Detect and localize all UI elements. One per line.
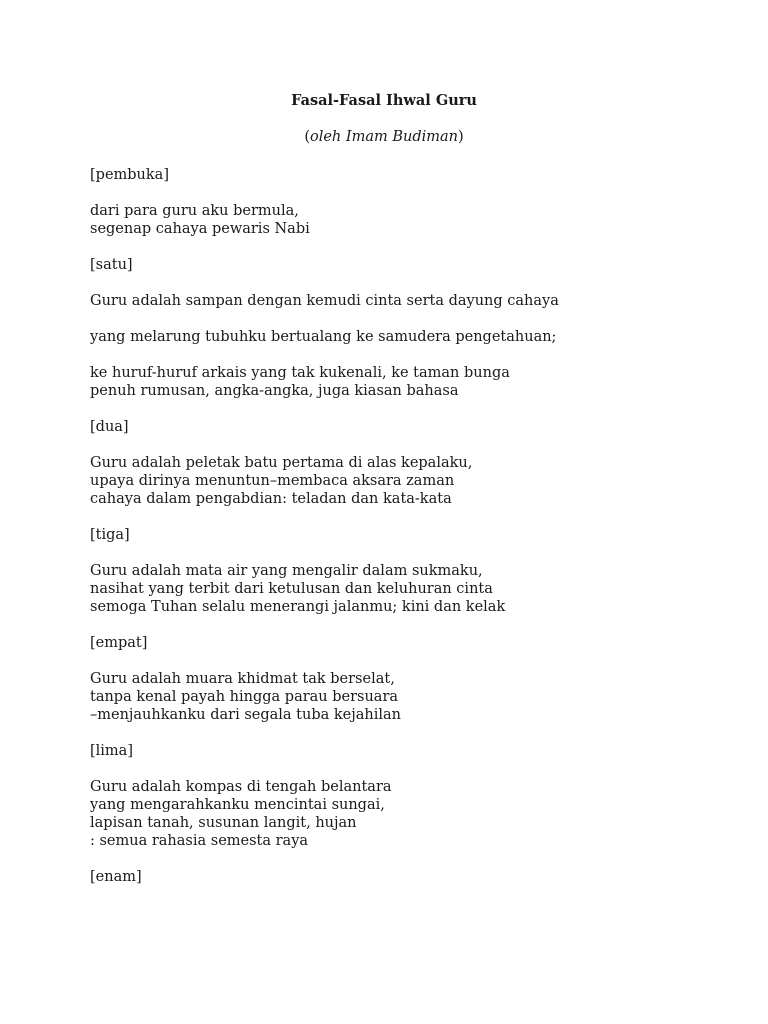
poem-line: Guru adalah mata air yang mengalir dalam sukmaku, xyxy=(90,563,483,579)
poem-line: dari para guru aku bermula, xyxy=(90,203,299,219)
section-heading: [lima] xyxy=(90,743,133,759)
poem-line: –menjauhkanku dari segala tuba kejahilan xyxy=(90,707,401,723)
section-heading: [dua] xyxy=(90,419,129,435)
poem-line: yang mengarahkanku mencintai sungai, xyxy=(90,797,385,813)
poem-line: segenap cahaya pewaris Nabi xyxy=(90,221,310,237)
poem-line: ke huruf-huruf arkais yang tak kukenali, ke taman bunga xyxy=(90,365,510,381)
poem-line: yang melarung tubuhku bertualang ke samudera pengetahuan; xyxy=(90,329,557,345)
poem-stanza xyxy=(90,670,730,724)
poem-line: Guru adalah muara khidmat tak berselat, xyxy=(90,671,395,687)
poem-stanza xyxy=(90,328,730,346)
poem-line: upaya dirinya menuntun–membaca aksara zaman xyxy=(90,473,455,489)
poem-line: lapisan tanah, susunan langit, hujan xyxy=(90,815,357,831)
section-heading: [tiga] xyxy=(90,527,130,543)
poem-line: cahaya dalam pengabdian: teladan dan kata-kata xyxy=(90,491,452,507)
poem-line: semoga Tuhan selalu menerangi jalanmu; kini dan kelak xyxy=(90,599,506,615)
section-heading: [enam] xyxy=(90,869,142,885)
author-close-paren: ) xyxy=(458,129,464,145)
poem-line: Guru adalah kompas di tengah belantara xyxy=(90,779,392,795)
author-open-paren: ( xyxy=(304,129,310,145)
poem-line: Guru adalah peletak batu pertama di alas kepalaku, xyxy=(90,455,473,471)
document-title xyxy=(0,92,768,109)
section-heading: [satu] xyxy=(90,257,133,273)
poem-stanza xyxy=(90,202,730,238)
poem-line: tanpa kenal payah hingga parau bersuara xyxy=(90,689,399,705)
poem-line: penuh rumusan, angka-angka, juga kiasan bahasa xyxy=(90,383,459,399)
poem-line: : semua rahasia semesta raya xyxy=(90,833,309,849)
poem-stanza xyxy=(90,454,730,508)
section-heading: [empat] xyxy=(90,635,148,651)
poem-stanza xyxy=(90,364,730,400)
author-line xyxy=(0,129,768,145)
author-name: oleh Imam Budiman xyxy=(309,129,459,145)
poem-stanza xyxy=(90,778,730,850)
title-text: Fasal-Fasal Ihwal Guru xyxy=(291,92,477,109)
poem-body xyxy=(90,166,730,904)
poem-line: Guru adalah sampan dengan kemudi cinta serta dayung cahaya xyxy=(90,293,559,309)
poem-line: nasihat yang terbit dari ketulusan dan keluhuran cinta xyxy=(90,581,493,597)
section-heading: [pembuka] xyxy=(90,167,169,183)
poem-stanza xyxy=(90,562,730,616)
poem-stanza xyxy=(90,292,730,310)
